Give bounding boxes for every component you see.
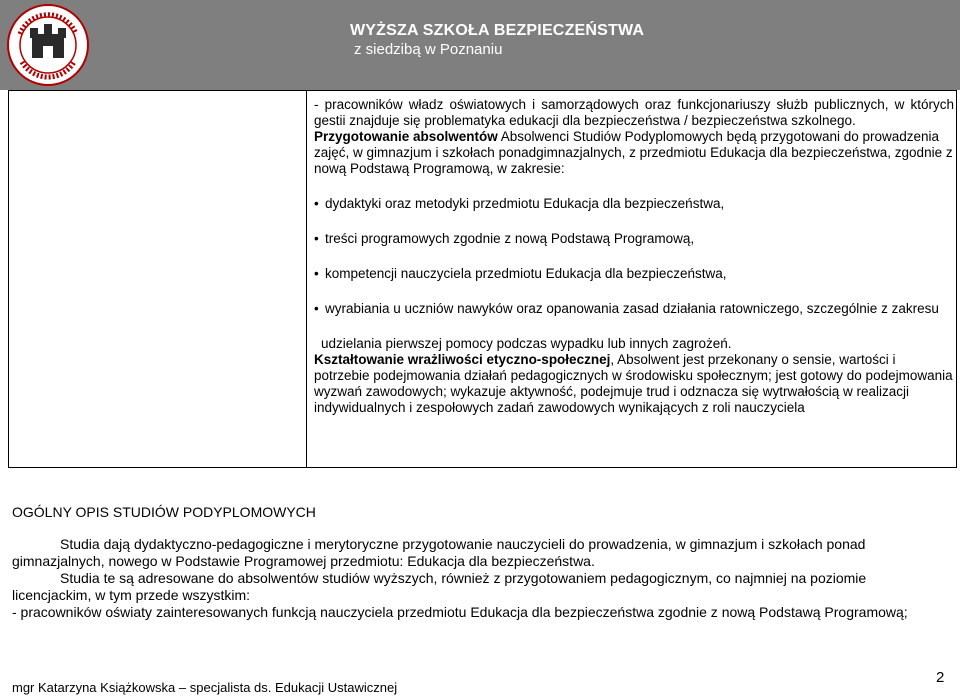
header-subtitle: z siedzibą w Poznaniu [354,41,503,58]
section-title: OGÓLNY OPIS STUDIÓW PODYPLOMOWYCH [12,504,316,520]
first-aid-text: udzielania pierwszej pomocy podczas wypadku lub innych zagrożeń. [321,336,732,351]
section-paragraph: - pracowników oświaty zainteresowanych funkcją nauczyciela przedmiotu Edukacja dla bezpieczeństwa zgodnie z nową Podstawą Programową; [12,604,908,620]
page-header [0,0,960,90]
section-body [12,536,947,621]
skills-list [314,196,954,317]
list-item: • kompetencji nauczyciela przedmiotu Edukacja dla bezpieczeństwa, [314,266,954,282]
list-item: • dydaktyki oraz metodyki przedmiotu Edukacja dla bezpieczeństwa, [314,196,954,212]
table-right-cell [314,97,954,416]
prep-paragraph [314,129,954,177]
program-table [8,90,957,468]
section-paragraph: Studia te są adresowane do absolwentów studiów wyższych, również z przygotowaniem pedagogicznym, co najmniej na poziomie licencjackim, w tym przede wszystkim: [12,570,867,603]
ethic-text: , Absolwent jest przekonany o sensie, wartości i potrzebie podejmowania działań pedagogicznych w środowisku społecznym; jest gotowy do podejmowania wyzwań zawodowych; wykazuje aktywność, podejmuje trud i odznacza się wytrwałością w realizacji indywidualnych i zespołowych zadań zawodowych wynikających z roli nauczyciela [314,352,953,415]
table-left-cell [9,91,307,467]
prep-text: Absolwenci Studiów Podyplomowych będą przygotowani do prowadzenia zajęć, w gimnazjum i szkołach ponadgimnazjalnych, z przedmiotu Edukacja dla bezpieczeństwa, zgodnie z nową Podstawą Programową, w zakresie: [314,129,953,176]
ethic-heading: Kształtowanie wrażliwości etyczno-społecznej [314,352,611,367]
university-seal-icon [6,4,90,86]
page-number: 2 [936,669,945,686]
list-item: • wyrabiania u uczniów nawyków oraz opanowania zasad działania ratowniczego, szczególnie z zakresu [314,301,954,317]
prep-heading: Przygotowanie absolwentów [314,129,498,144]
header-title: WYŻSZA SZKOŁA BEZPIECZEŃSTWA [350,22,645,39]
ethic-paragraph [314,352,954,416]
list-item: • treści programowych zgodnie z nową Podstawą Programową, [314,231,954,247]
intro-text: - pracowników władz oświatowych i samorządowych oraz funkcjonariuszy służb publicznych, w których gestii znajduje się problematyka edukacji dla bezpieczeństwa / bezpieczeństwa szkolnego. [314,97,954,128]
section-paragraph: Studia dają dydaktyczno-pedagogiczne i merytoryczne przygotowanie nauczycieli do prowadzenia, w gimnazjum i szkołach ponad gimnazjalnych, nowego w Podstawie Programowej przedmiotu: Edukacja dla bezpieczeństwa. [12,536,866,569]
footer-author: mgr Katarzyna Książkowska – specjalista ds. Edukacji Ustawicznej [12,680,398,695]
